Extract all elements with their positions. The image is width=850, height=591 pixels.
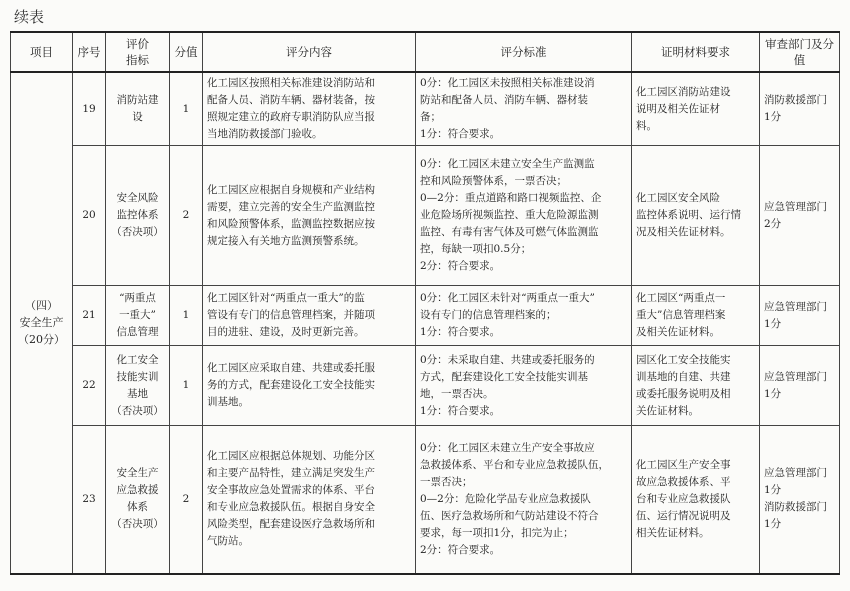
indicator-cell: [106, 346, 170, 426]
standard-cell-line: 控和风险预警体系，一票否决；: [420, 175, 567, 187]
content-cell-line: 管设有专门的信息管理档案，并随项: [207, 309, 375, 321]
indicator-cell: [106, 146, 170, 286]
dept-cell-line: 1分: [764, 518, 782, 531]
standard-cell-line: 方式，配套建设化工安全技能实训基: [420, 370, 588, 383]
indicator-cell-line: 消防站建: [116, 94, 159, 106]
content-cell-line: 规定接入有关地方监测预警系统。: [207, 234, 365, 247]
header-score: 分值: [170, 32, 203, 72]
indicator-cell: [106, 286, 170, 346]
indicator-cell-line: （否决项）: [111, 226, 164, 238]
header-indicator-line1: 评价: [126, 37, 149, 51]
header-indicator: [106, 32, 170, 72]
material-cell-line: 重大”信息管理档案: [636, 309, 726, 321]
dept-cell: [760, 286, 840, 346]
indicator-cell-line: 基地: [127, 387, 148, 400]
dept-cell-line: 消防救援部门: [764, 94, 827, 106]
content-cell-line: 训基地。: [207, 396, 249, 408]
material-cell: [632, 72, 760, 146]
standard-cell-line: 0—2分：危险化学品专业应急救援队: [420, 492, 591, 505]
indicator-cell-line: 一重大”: [119, 309, 156, 321]
table-row: [11, 426, 840, 574]
dept-cell: [760, 426, 840, 574]
dept-cell-line: 应急管理部门: [764, 300, 827, 313]
content-cell-line: 气防站。: [207, 535, 249, 548]
header-indicator-line2: 指标: [126, 53, 149, 67]
content-cell-line: 和专业应急救援队伍。根据自身安全: [207, 501, 375, 514]
material-cell: [632, 286, 760, 346]
indicator-cell-line: 信息管理: [116, 326, 159, 338]
material-cell-line: 化工园区消防站建设: [636, 85, 731, 98]
indicator-cell-line: 安全风险: [116, 192, 159, 204]
content-cell: [203, 286, 416, 346]
material-cell-line: 伍、运行情况说明及: [636, 509, 731, 522]
standard-cell-line: 0分：未采取自建、共建或委托服务的: [420, 353, 595, 366]
standard-cell-line: 地，一票否决。: [420, 387, 494, 400]
material-cell-line: 训基地的自建、共建: [636, 370, 731, 383]
indicator-cell-line: 化工安全: [116, 353, 159, 366]
score-cell: 1: [170, 346, 203, 426]
seq-cell: 21: [73, 286, 106, 346]
section-line3: （20分）: [18, 333, 65, 347]
standard-cell-line: 2分：符合要求。: [420, 260, 501, 272]
standard-cell: [416, 146, 632, 286]
content-cell: [203, 146, 416, 286]
content-cell-line: 目的进驻、建设，及时更新完善。: [207, 326, 365, 338]
material-cell-line: 及相关佐证材料。: [636, 326, 720, 338]
content-cell-line: 和主要产品特性，建立满足突发生产: [207, 467, 375, 480]
dept-cell-line: 1分: [764, 111, 782, 123]
material-cell-line: 况及相关佐证材料。: [636, 226, 731, 238]
dept-cell-line: 1分: [764, 317, 782, 330]
content-cell: [203, 72, 416, 146]
content-cell-line: 化工园区应根据自身规模和产业结构: [207, 183, 375, 196]
table-body: [11, 72, 840, 574]
table-row: [11, 72, 840, 146]
content-cell-line: 化工园区按照相关标准建设消防站和: [207, 77, 375, 89]
content-cell-line: 风险类型，配套建设医疗急救场所和: [207, 518, 375, 531]
content-cell-line: 化工园区应采取自建、共建或委托服: [207, 362, 375, 374]
content-cell: [203, 426, 416, 574]
standard-cell: [416, 286, 632, 346]
dept-cell: [760, 346, 840, 426]
material-cell-line: 化工园区“两重点一: [636, 292, 726, 304]
standard-cell: [416, 426, 632, 574]
material-cell-line: 故应急救援体系、平: [636, 475, 731, 488]
content-cell-line: 安全事故应急处置需求的体系、平台: [207, 484, 375, 497]
standard-cell-line: 0分：化工园区未建立生产安全事故应: [420, 441, 595, 454]
header-seq: 序号: [73, 32, 106, 72]
score-cell: 2: [170, 426, 203, 574]
score-cell: 1: [170, 286, 203, 346]
header-standard: 评分标准: [416, 32, 632, 72]
material-cell-line: 园区化工安全技能实: [636, 353, 731, 366]
header-content: 评分内容: [203, 32, 416, 72]
standard-cell-line: 监控、有毒有害气体及可燃气体监测监: [420, 226, 599, 238]
indicator-cell-line: 设: [132, 111, 143, 123]
table-row: [11, 146, 840, 286]
content-cell-line: 需要，建立完善的安全生产监测监控: [207, 200, 375, 213]
header-row: [11, 32, 840, 72]
standard-cell: [416, 346, 632, 426]
dept-cell-line: 应急管理部门: [764, 370, 827, 383]
standard-cell-line: 0分：化工园区未按照相关标准建设消: [420, 77, 595, 89]
header-dept-line2: 值: [793, 53, 806, 67]
standard-cell-line: 设有专门的信息管理档案的；: [420, 309, 557, 321]
indicator-cell: [106, 72, 170, 146]
dept-cell-line: 应急管理部门: [764, 467, 827, 480]
material-cell-line: 化工园区生产安全事: [636, 458, 731, 471]
dept-cell-line: 应急管理部门: [764, 200, 827, 213]
material-cell: [632, 146, 760, 286]
dept-cell-line: 2分: [764, 217, 782, 230]
section-cell: [11, 72, 73, 574]
content-cell: [203, 346, 416, 426]
standard-cell-line: 1分：符合要求。: [420, 128, 501, 140]
content-cell-line: 照规定建立的政府专职消防队应当报: [207, 111, 375, 123]
material-cell-line: 说明及相关佐证材: [636, 102, 720, 115]
score-cell: 2: [170, 146, 203, 286]
indicator-cell-line: 技能实训: [116, 370, 159, 383]
material-cell-line: 化工园区安全风险: [636, 192, 720, 204]
table-caption: 续表: [14, 8, 45, 26]
content-cell-line: 化工园区针对“两重点一重大”的监: [207, 292, 365, 304]
header-dept: [760, 32, 840, 72]
indicator-cell-line: （否决项）: [111, 404, 164, 417]
standard-cell-line: 防站和配备人员、消防车辆、器材装: [420, 94, 588, 106]
material-cell-line: 关佐证材料。: [636, 404, 699, 417]
content-cell-line: 化工园区应根据总体规划、功能分区: [207, 450, 375, 463]
indicator-cell-line: 体系: [127, 501, 148, 514]
score-cell: 1: [170, 72, 203, 146]
material-cell-line: 台和专业应急救援队: [636, 492, 731, 505]
standard-cell-line: 伍、医疗急救场所和气防站建设不符合: [420, 509, 599, 522]
dept-cell-line: 1分: [764, 484, 782, 497]
standard-cell-line: 一票否决；: [420, 475, 473, 488]
standard-cell-line: 急救援体系、平台和专业应急救援队伍，: [420, 458, 609, 471]
indicator-cell-line: 监控体系: [116, 209, 159, 221]
material-cell-line: 或委托服务说明及相: [636, 387, 731, 400]
seq-cell: 22: [73, 346, 106, 426]
dept-cell-line: 1分: [764, 387, 782, 400]
content-cell-line: 当地消防救援部门验收。: [207, 128, 323, 140]
standard-cell-line: 1分：符合要求。: [420, 326, 501, 338]
header-material: 证明材料要求: [632, 32, 760, 72]
standard-cell-line: 0分：化工园区未针对“两重点一重大”: [420, 292, 595, 304]
material-cell-line: 料。: [636, 119, 657, 132]
standard-cell-line: 备；: [420, 111, 441, 123]
table-row: [11, 286, 840, 346]
seq-cell: 23: [73, 426, 106, 574]
header-dept-line1: 审查部门及分: [765, 37, 834, 51]
section-line1: （四）: [25, 299, 58, 313]
dept-cell: [760, 72, 840, 146]
material-cell: [632, 426, 760, 574]
standard-cell-line: 控，每缺一项扣0.5分；: [420, 243, 532, 255]
indicator-cell-line: 应急救援: [116, 484, 159, 497]
standard-cell-line: 2分：符合要求。: [420, 543, 501, 556]
dept-cell: [760, 146, 840, 286]
indicator-cell-line: “两重点: [119, 292, 156, 304]
evaluation-table: [10, 31, 840, 575]
standard-cell-line: 要求，每一项扣1分，扣完为止；: [420, 526, 574, 539]
standard-cell-line: 业危险场所视频监控、重大危险源监测: [420, 209, 599, 221]
content-cell-line: 和风险预警体系，监测监控数据应按: [207, 217, 375, 230]
content-cell-line: 务的方式，配套建设化工安全技能实: [207, 379, 375, 391]
indicator-cell-line: （否决项）: [111, 518, 164, 531]
indicator-cell-line: 安全生产: [116, 467, 159, 480]
table-row: [11, 346, 840, 426]
material-cell-line: 相关佐证材料。: [636, 526, 710, 539]
content-cell-line: 配备人员、消防车辆、器材装备，按: [207, 94, 375, 106]
dept-cell-line: 消防救援部门: [764, 501, 827, 514]
material-cell-line: 监控体系说明、运行情: [636, 209, 741, 221]
standard-cell: [416, 72, 632, 146]
header-project: 项目: [11, 32, 73, 72]
seq-cell: 19: [73, 72, 106, 146]
standard-cell-line: 1分：符合要求。: [420, 404, 501, 417]
material-cell: [632, 346, 760, 426]
standard-cell-line: 0—2分：重点道路和路口视频监控、企: [420, 192, 602, 204]
indicator-cell: [106, 426, 170, 574]
section-line2: 安全生产: [19, 316, 64, 330]
seq-cell: 20: [73, 146, 106, 286]
standard-cell-line: 0分：化工园区未建立安全生产监测监: [420, 158, 595, 170]
